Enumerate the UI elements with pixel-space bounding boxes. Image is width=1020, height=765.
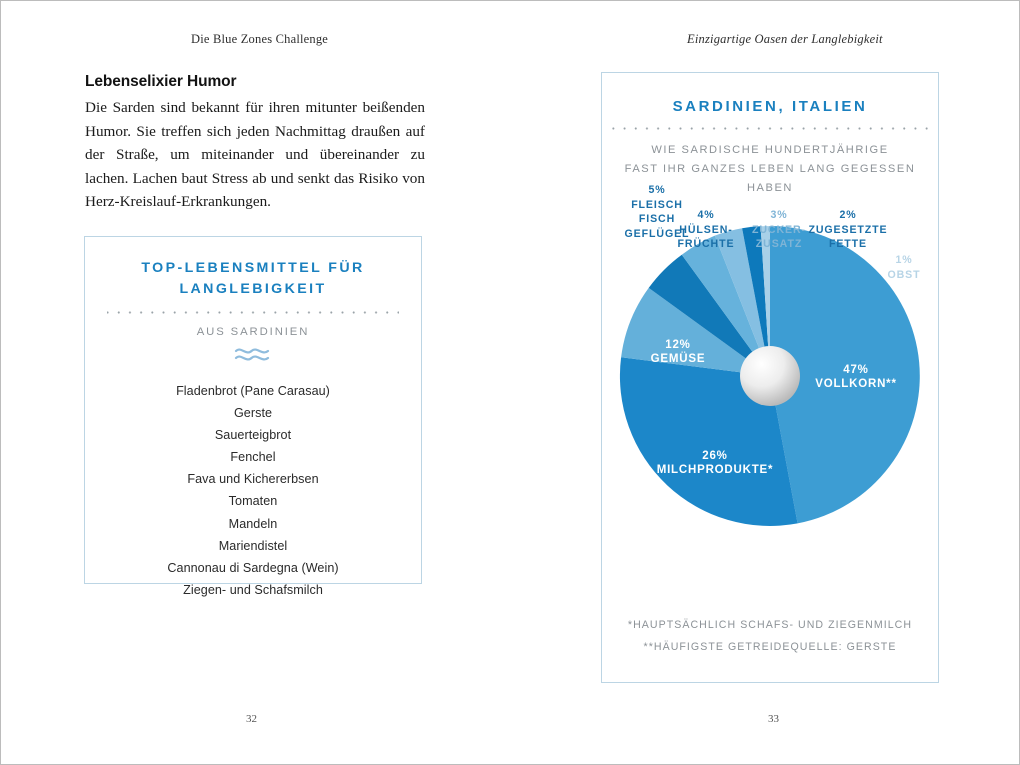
slice-label-vollkorn-name: VOLLKORN** — [815, 378, 897, 390]
info-box-title: TOP-LEBENSMITTEL FÜR LANGLEBIGKEIT — [141, 260, 365, 297]
slice-label-fleisch-value: 5% — [648, 184, 666, 196]
dotted-divider — [612, 127, 928, 130]
dotted-divider — [107, 311, 399, 314]
list-item: Cannonau di Sardegna (Wein) — [167, 560, 339, 575]
chart-footnote-1: *HAUPTSÄCHLICH SCHAFS- UND ZIEGENMILCH — [627, 619, 913, 631]
list-item: Mariendistel — [218, 538, 288, 553]
info-box-subtitle: AUS SARDINIEN — [196, 326, 310, 338]
running-head-left: Die Blue Zones Challenge — [191, 32, 329, 46]
slice-label-milchprodukte-value: 26% — [702, 450, 728, 462]
list-item: Gerste — [233, 406, 273, 421]
chart-title: SARDINIEN, ITALIEN — [672, 98, 868, 115]
slice-outside-label-obst — [874, 253, 934, 282]
list-item: Sauerteigbrot — [214, 428, 292, 443]
slice-label-obst-name: OBST — [887, 268, 921, 281]
pie-center-hub — [740, 346, 800, 406]
body-paragraph: Die Sarden sind bekannt für ihren mitunter beißenden Humor. Sie treffen sich jeden Nachmittag draußen auf der Straße, um miteinander und übereinander zu lachen. Lachen baut Stress ab und senkt das Risiko von Herz-Kreislauf-Erkrankungen. — [85, 99, 425, 210]
slice-outside-label-huelsenfruechte — [664, 208, 748, 252]
chart-subtitle-line-2: FAST IHR GANZES LEBEN LANG GEGESSEN HABEN — [624, 163, 916, 194]
slice-label-gemuese-name: GEMÜSE — [650, 353, 706, 365]
page-number-left: 32 — [246, 713, 257, 725]
slice-label-fleisch-line3: GEFLÜGEL — [624, 227, 690, 240]
slice-label-obst-value: 1% — [895, 254, 913, 266]
slice-label-huelsen-line1: HÜLSEN- — [679, 223, 733, 236]
slice-label-huelsen-value: 4% — [697, 209, 715, 221]
slice-label-zucker-line1: ZUCKER- — [752, 223, 806, 236]
slice-label-fette-value: 2% — [839, 209, 857, 221]
slice-label-zucker-value: 3% — [770, 209, 788, 221]
list-item: Mandeln — [228, 516, 278, 531]
sardinia-chart-box — [601, 72, 939, 683]
page-number-right: 33 — [768, 713, 779, 725]
running-head-right: Einzigartige Oasen der Langlebigkeit — [687, 32, 883, 46]
chart-footnote-2: **HÄUFIGSTE GETREIDEQUELLE: GERSTE — [643, 641, 897, 653]
slice-label-fette-line1: ZUGESETZTE — [808, 223, 888, 236]
page-heading: Lebenselixier Humor — [85, 73, 237, 90]
list-item: Fladenbrot (Pane Carasau) — [176, 384, 330, 398]
wave-icon — [233, 345, 273, 363]
slice-label-fleisch-line1: FLEISCH — [631, 198, 683, 211]
slice-label-zucker-line2: ZUSATZ — [755, 238, 803, 250]
slice-label-milchprodukte-name: MILCHPRODUKTE* — [656, 464, 774, 476]
top-foods-info-box — [84, 236, 422, 597]
slice-label-vollkorn-value: 47% — [843, 364, 869, 376]
slice-label-fette-line2: FETTE — [828, 238, 868, 250]
list-item: Fava und Kichererbsen — [187, 472, 319, 487]
list-item: Tomaten — [228, 494, 278, 509]
list-item: Fenchel — [230, 450, 276, 465]
chart-footnotes — [602, 614, 938, 658]
wave-ornament — [85, 345, 421, 363]
chart-subtitle-line-1: WIE SARDISCHE HUNDERTJÄHRIGE — [651, 144, 889, 156]
top-foods-list — [85, 380, 421, 601]
slice-outside-label-zugesetzte-fette — [800, 208, 896, 252]
slice-label-huelsen-line2: FRÜCHTE — [677, 238, 735, 250]
list-item: Ziegen- und Schafsmilch — [183, 582, 323, 597]
slice-label-fleisch-line2: FISCH — [638, 213, 676, 225]
slice-label-gemuese-value: 12% — [665, 339, 691, 351]
